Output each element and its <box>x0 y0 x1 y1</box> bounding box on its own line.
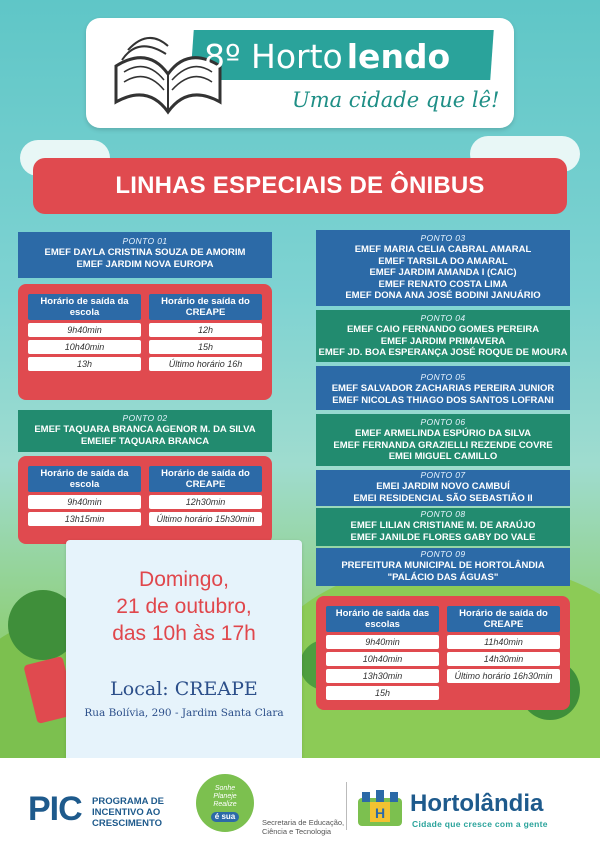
time-cell: 15h <box>326 686 439 700</box>
time-cell: 12h <box>149 323 262 337</box>
event-date <box>66 566 302 647</box>
stop-ponto-02 <box>18 410 272 452</box>
school-name: EMEF NICOLAS THIAGO DOS SANTOS LOFRANI <box>332 394 554 406</box>
school-name: EMEF TARSILA DO AMARAL <box>378 255 508 267</box>
hortolandia-emblem-icon <box>356 788 404 828</box>
stop-ponto-09 <box>316 548 570 586</box>
subtitle: Uma cidade que lê! <box>292 88 500 112</box>
time-cell: 10h40min <box>326 652 439 666</box>
schedule-column-creape <box>447 606 560 700</box>
time-cell: 10h40min <box>28 340 141 354</box>
seal-line: Planeje <box>213 792 237 800</box>
column-header: Horário de saída do CREAPE <box>149 466 262 492</box>
time-cell: 9h40min <box>28 495 141 509</box>
stop-ponto-05 <box>316 366 570 410</box>
stop-ponto-07 <box>316 470 570 506</box>
seal-line: Realize <box>213 800 237 808</box>
footer-divider <box>346 782 347 830</box>
school-name: EMEF ARMELINDA ESPÚRIO DA SILVA <box>355 428 531 439</box>
time-cell: 13h15min <box>28 512 141 526</box>
pic-logo: PIC <box>28 790 82 828</box>
school-name: EMEF JARDIM AMANDA I (CAIC) <box>369 267 517 278</box>
point-label: PONTO 04 <box>420 313 466 323</box>
school-name: EMEI MIGUEL CAMILLO <box>388 451 498 462</box>
time-cell: 13h30min <box>326 669 439 683</box>
schedule-ponto-01 <box>18 284 272 400</box>
time-cell: 9h40min <box>28 323 141 337</box>
schedule-ponto-02 <box>18 456 272 544</box>
school-name: EMEF JARDIM NOVA EUROPA <box>76 258 214 270</box>
stop-ponto-08 <box>316 508 570 546</box>
time-cell: 13h <box>28 357 141 371</box>
column-header: Horário de saída das escolas <box>326 606 439 632</box>
column-header: Horário de saída do CREAPE <box>447 606 560 632</box>
school-name: EMEF LILIAN CRISTIANE M. DE ARAÚJO <box>350 520 536 531</box>
time-cell-last: Último horário 15h30min <box>149 512 262 526</box>
school-name: EMEF SALVADOR ZACHARIAS PEREIRA JUNIOR <box>331 383 555 394</box>
school-name: EMEF CAIO FERNANDO GOMES PEREIRA <box>346 324 540 335</box>
column-header: Horário de saída do CREAPE <box>149 294 262 320</box>
event-title <box>204 34 494 78</box>
point-label: PONTO 05 <box>420 372 466 382</box>
point-label: PONTO 07 <box>420 470 466 480</box>
point-label: PONTO 08 <box>420 509 466 519</box>
column-header: Horário de saída da escola <box>28 294 141 320</box>
event-address: Rua Bolívia, 290 - Jardim Santa Clara <box>84 707 284 719</box>
main-banner: LINHAS ESPECIAIS DE ÔNIBUS <box>33 158 567 214</box>
point-label: PONTO 06 <box>420 417 466 427</box>
school-name: EMEF JANILDE FLORES GABY DO VALE <box>350 531 536 543</box>
title-bold: lendo <box>346 36 451 76</box>
school-name: EMEF TAQUARA BRANCA AGENOR M. DA SILVA <box>34 424 256 435</box>
time-cell: 12h30min <box>149 495 262 509</box>
point-label: PONTO 09 <box>420 549 466 559</box>
pic-line: INCENTIVO AO <box>92 807 161 818</box>
time-cell-last: Último horário 16h <box>149 357 262 371</box>
pic-line: CRESCIMENTO <box>92 818 163 829</box>
school-name: EMEF DAYLA CRISTINA SOUZA DE AMORIM <box>44 247 246 258</box>
schedule-column-creape <box>149 294 262 390</box>
school-name: "PALÁCIO DAS ÁGUAS" <box>387 571 499 583</box>
school-name: EMEF JARDIM PRIMAVERA <box>380 335 506 347</box>
schedule-column-creape <box>149 466 262 534</box>
event-location: Local: CREAPE <box>110 678 258 700</box>
time-cell-last: Último horário 16h30min <box>447 669 560 683</box>
pic-line: PROGRAMA DE <box>92 796 164 807</box>
seal-inner: é sua <box>211 812 239 822</box>
city-tagline: Cidade que cresce com a gente <box>412 819 548 829</box>
school-name: EMEI RESIDENCIAL SÃO SEBASTIÃO II <box>353 492 533 504</box>
date-line: 21 de outubro, <box>116 595 252 618</box>
date-line: das 10h às 17h <box>112 622 256 645</box>
date-line: Domingo, <box>139 568 229 591</box>
time-cell: 11h40min <box>447 635 560 649</box>
city-name: Hortolândia <box>410 790 544 817</box>
stop-ponto-06 <box>316 414 570 466</box>
title-number: 8º Horto <box>204 36 343 76</box>
time-cell: 15h <box>149 340 262 354</box>
sonhe-seal-logo <box>196 774 254 832</box>
sec-line: Ciência e Tecnologia <box>262 827 332 836</box>
schedule-column-school <box>326 606 439 700</box>
school-name: PREFEITURA MUNICIPAL DE HORTOLÂNDIA <box>341 560 545 571</box>
svg-text:H: H <box>374 805 386 821</box>
schedule-column-school <box>28 466 141 534</box>
sec-line: Secretaria de Educação, <box>262 818 345 827</box>
point-label: PONTO 01 <box>122 236 168 246</box>
pic-program-name <box>92 796 164 829</box>
point-label: PONTO 03 <box>420 233 466 243</box>
school-name: EMEF DONA ANA JOSÉ BODINI JANUÁRIO <box>345 290 541 301</box>
schedule-column-school <box>28 294 141 390</box>
school-name: EMEF JD. BOA ESPERANÇA JOSÉ ROQUE DE MOURA <box>318 347 568 358</box>
seal-line: Sonhe <box>214 784 236 792</box>
stop-ponto-04 <box>316 310 570 362</box>
school-name: EMEF RENATO COSTA LIMA <box>378 278 508 290</box>
school-name: EMEF FERNANDA GRAZIELLI REZENDE COVRE <box>333 439 553 451</box>
school-name: EMEIEF TAQUARA BRANCA <box>80 435 210 447</box>
secretaria-label <box>262 818 344 836</box>
point-label: PONTO 02 <box>122 413 168 423</box>
school-name: EMEI JARDIM NOVO CAMBUÍ <box>376 481 510 492</box>
time-cell: 9h40min <box>326 635 439 649</box>
stop-ponto-01 <box>18 232 272 278</box>
stop-ponto-03 <box>316 230 570 306</box>
school-name: EMEF MARIA CELIA CABRAL AMARAL <box>354 244 532 255</box>
column-header: Horário de saída da escola <box>28 466 141 492</box>
schedule-right <box>316 596 570 710</box>
time-cell: 14h30min <box>447 652 560 666</box>
